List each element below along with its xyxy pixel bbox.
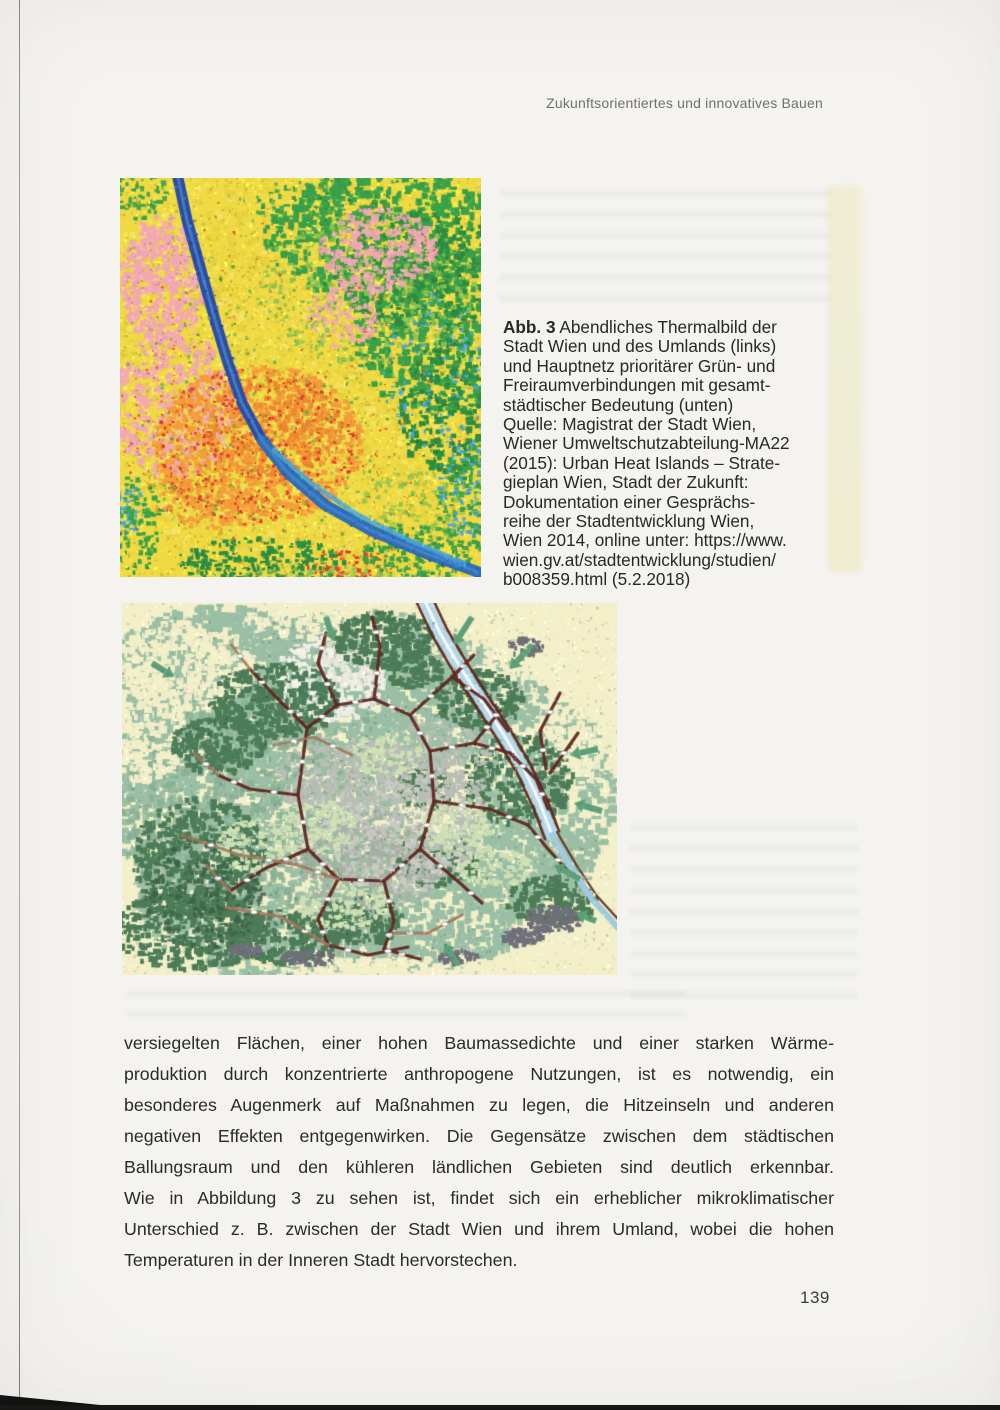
running-header: Zukunftsorientiertes und innovatives Bauen (546, 95, 823, 111)
caption-line: Quelle: Magistrat der Stadt Wien, (503, 414, 757, 435)
caption-label: Abb. 3 (503, 317, 556, 337)
caption-line: Dokumentation einer Gesprächs- (503, 491, 756, 512)
page-number: 139 (800, 1288, 830, 1307)
body-line: Unterschied z. B. zwischen der Stadt Wien und ihrem Umland, wobei die hohen (124, 1219, 834, 1239)
caption-line: Freiraumverbindungen mit gesamt- (503, 375, 771, 396)
scan-edge-shadow (0, 1405, 1000, 1410)
caption-line: Wiener Umweltschutzabteilung-MA22 (503, 433, 790, 454)
body-paragraph (124, 1028, 834, 1276)
caption-line: gieplan Wien, Stadt der Zukunft: (503, 472, 749, 493)
body-line: Ballungsraum und den kühleren ländlichen Gebieten sind deutlich erkennbar. (124, 1157, 834, 1177)
body-line: besonderes Augenmerk auf Maßnahmen zu legen, die Hitzeinseln und anderen (124, 1095, 834, 1115)
caption-line: städtischer Bedeutung (unten) (503, 394, 734, 415)
caption-line: (2015): Urban Heat Islands – Strate- (503, 452, 781, 473)
caption-line: Stadt Wien und des Umlands (links) (503, 336, 777, 357)
bleedthrough-text-right (630, 824, 858, 1012)
caption-line: und Hauptnetz prioritärer Grün- und (503, 355, 776, 376)
caption-line: b008359.html (5.2.2018) (503, 569, 691, 590)
body-line: Temperaturen in der Inneren Stadt hervorstechen. (124, 1250, 518, 1270)
body-line: versiegelten Flächen, einer hohen Baumassedichte und einer starken Wärme- (124, 1033, 834, 1053)
caption-line: reihe der Stadtentwicklung Wien, (503, 511, 755, 532)
bleedthrough-text-bottom (126, 990, 686, 1020)
figure-caption (503, 318, 867, 590)
caption-line: Abb. 3 Abendliches Thermalbild der (503, 317, 777, 337)
thermal-map-image (120, 178, 481, 577)
body-line: negativen Effekten entgegenwirken. Die Gegensätze zwischen dem städtischen (124, 1126, 834, 1146)
body-line: Wie in Abbildung 3 zu sehen ist, findet sich ein erheblicher mikroklimatischer (124, 1188, 834, 1208)
caption-line: wien.gv.at/stadtentwicklung/studien/ (503, 549, 776, 570)
caption-line: Wien 2014, online unter: https://www. (503, 530, 787, 551)
body-line: produktion durch konzentrierte anthropogene Nutzungen, ist es notwendig, ein (124, 1064, 834, 1084)
page-gutter-line (19, 0, 20, 1410)
network-map-image (122, 603, 617, 975)
bleedthrough-text-top (500, 190, 832, 308)
